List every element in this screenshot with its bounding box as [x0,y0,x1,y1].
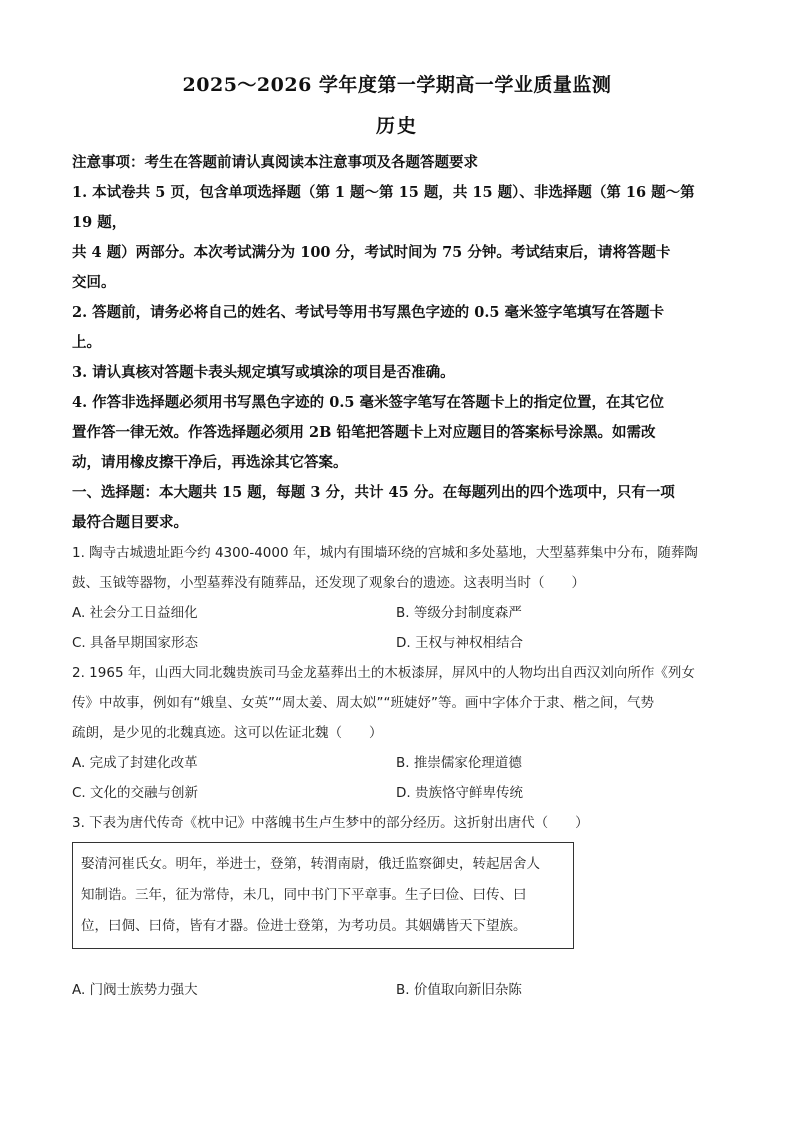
section-heading-line: 最符合题目要求。 [72,514,188,531]
option-grid [72,598,722,658]
question-stem: 传》中故事，例如有“娥皇、女英”“周太姜、周太姒”“班婕妤”等。画中字体介于隶、楷之间，气势 [72,695,654,711]
question-2 [72,658,722,808]
option-c: C. 具备早期国家形态 [72,635,199,651]
notice-section [72,148,722,478]
subject-title: 历史 [375,115,418,137]
question-3 [72,808,722,1005]
notice-item-1-cont: 19 题， [72,214,127,231]
option-grid [72,748,722,808]
notice-item-3: 3. 请认真核对答题卡表头规定填写或填涂的项目是否准确。 [72,364,455,381]
section-heading-line: 一、选择题：本大题共 15 题，每题 3 分，共计 45 分。在每题列出的四个选项中，只有一项 [72,484,675,501]
exam-title: 2025～2026 学年度第一学期高一学业质量监测 [182,74,612,96]
option-a: A. 完成了封建化改革 [72,755,198,771]
option-d: D. 贵族恪守鲜卑传统 [396,785,523,801]
notice-item-4-cont: 动，请用橡皮擦干净后，再选涂其它答案。 [72,454,348,471]
option-a: A. 社会分工日益细化 [72,605,198,621]
excerpt-line: 知制诰。三年，征为常侍，未几，同中书门下平章事。生子曰俭、曰传、曰 [81,887,527,903]
question-stem: 疏朗，是少见的北魏真迹。这可以佐证北魏（ ） [72,725,383,741]
question-stem: 2. 1965 年，山西大同北魏贵族司马金龙墓葬出土的木板漆屏，屏风中的人物均出自西汉刘向所作《列女 [72,665,695,681]
spacer [72,949,722,975]
option-d: D. 王权与神权相结合 [396,635,523,651]
notice-item-4-cont: 置作答一律无效。作答选择题必须用 2B 铅笔把答题卡上对应题目的答案标号涂黑。如需改 [72,424,656,441]
notice-item-1-cont: 交回。 [72,274,116,291]
question-stem: 1. 陶寺古城遗址距今约 4300-4000 年，城内有围墙环绕的宫城和多处墓地，大型墓葬集中分布，随葬陶 [72,545,698,561]
section-heading [72,478,722,538]
question-1 [72,538,722,658]
excerpt-line: 娶清河崔氏女。明年，举进士，登第，转渭南尉，俄迁监察御史，转起居舍人 [81,856,540,872]
excerpt-line: 位，曰倜、曰倚，皆有才器。俭进士登第，为考功员。其姻媾皆天下望族。 [81,918,527,934]
option-b: B. 等级分封制度森严 [396,605,522,621]
notice-item-1: 1. 本试卷共 5 页，包含单项选择题（第 1 题～第 15 题，共 15 题）、非选择题（第 16 题～第 [72,184,695,201]
source-excerpt-box [72,842,574,949]
notice-item-2: 2. 答题前，请务必将自己的姓名、考试号等用书写黑色字迹的 0.5 毫米签字笔填写在答题卡 [72,304,665,321]
exam-page [72,70,722,1005]
option-a: A. 门阀士族势力强大 [72,982,198,998]
question-stem: 3. 下表为唐代传奇《枕中记》中落魄书生卢生梦中的部分经历。这折射出唐代（ ） [72,815,589,831]
notice-heading: 注意事项：考生在答题前请认真阅读本注意事项及各题答题要求 [72,154,478,171]
option-b: B. 推崇儒家伦理道德 [396,755,522,771]
notice-item-2-cont: 上。 [72,334,101,351]
option-b: B. 价值取向新旧杂陈 [396,982,522,998]
option-c: C. 文化的交融与创新 [72,785,199,801]
option-grid [72,975,722,1005]
question-stem: 鼓、玉钺等器物，小型墓葬没有随葬品，还发现了观象台的遗迹。这表明当时（ ） [72,575,585,591]
notice-item-1-cont: 共 4 题）两部分。本次考试满分为 100 分，考试时间为 75 分钟。考试结束后，请将答题卡 [72,244,671,261]
notice-item-4: 4. 作答非选择题必须用书写黑色字迹的 0.5 毫米签字笔写在答题卡上的指定位置，在其它位 [72,394,665,411]
